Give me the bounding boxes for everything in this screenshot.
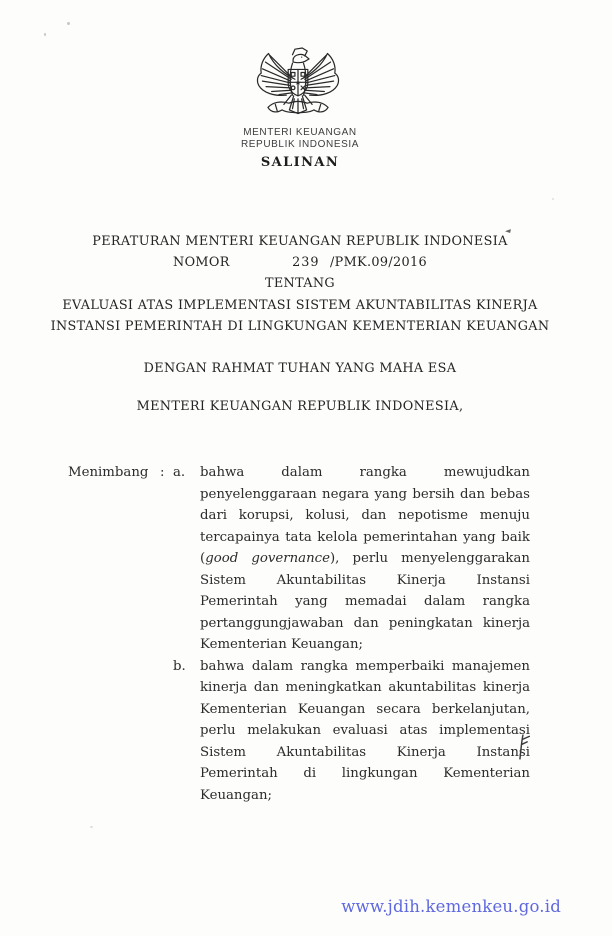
scan-speck	[90, 826, 93, 828]
scan-speck	[552, 198, 554, 200]
consideration-item-b: bahwa dalam rangka memperbaiki manajemen kinerja dan meningkatkan akuntabilitas kinerja Kementerian Keuangan secara berkelanjutan, perlu melakukan evaluasi atas implementasi Sistem Akuntabilitas Kinerja Instansi Pemerintah di lingkungan Kementerian Keuangan;	[200, 658, 530, 803]
scan-speck	[67, 22, 70, 25]
regulation-title-line: PERATURAN MENTERI KEUANGAN REPUBLIK INDONESIA	[92, 234, 508, 249]
spacer	[160, 656, 173, 807]
considerations-label: Menimbang	[68, 465, 149, 480]
item-a-text-after: ), perlu menyelenggarakan Sistem Akuntabilitas Kinerja Instansi Pemerintah yang memadai dalam rangka pertanggungjawaban dan peningkatan kinerja Kementerian Keuangan;	[200, 551, 530, 652]
regulation-title-block	[3, 231, 597, 337]
scan-speck	[44, 33, 46, 36]
tentang-label: TENTANG	[264, 276, 336, 292]
consideration-item-a	[200, 462, 530, 656]
paraf-icon	[514, 733, 531, 761]
nomor-label: NOMOR	[173, 255, 230, 271]
ministry-name-line2: REPUBLIK INDONESIA	[240, 138, 360, 150]
handwritten-paraf-mark	[514, 733, 531, 761]
regulation-number-line	[3, 252, 597, 273]
nomor-suffix: /PMK.09/2016	[329, 255, 427, 271]
nomor-number: 239	[292, 255, 320, 271]
issuer-line: MENTERI KEUANGAN REPUBLIK INDONESIA,	[136, 399, 464, 414]
item-a-text: bahwa dalam rangka mewujudkan penyelenggaraan negara yang bersih dan bebas dari korupsi, kolusi, dan nepotisme menuju tercapainya tata kelola pemerintahan yang baik (	[200, 465, 530, 566]
considerations-section	[68, 462, 530, 806]
item-marker-b: b.	[173, 658, 186, 674]
garuda-pancasila-emblem	[252, 45, 344, 127]
copy-stamp: SALINAN	[260, 155, 340, 170]
invocation-line: DENGAN RAHMAT TUHAN YANG MAHA ESA	[143, 361, 457, 376]
considerations-colon: :	[160, 465, 165, 480]
ministry-name-line1: MENTERI KEUANGAN	[243, 127, 357, 138]
item-a-italic-phrase: good governance	[205, 551, 330, 566]
subject-line1: EVALUASI ATAS IMPLEMENTASI SISTEM AKUNTABILITAS KINERJA	[62, 297, 538, 313]
jdih-watermark: www.jdih.kemenkeu.go.id	[341, 897, 561, 916]
letterhead-caption	[3, 127, 597, 150]
spacer	[68, 656, 160, 807]
subject-line2: INSTANSI PEMERINTAH DI LINGKUNGAN KEMENTERIAN KEUANGAN	[50, 318, 550, 334]
item-marker-a: a.	[173, 465, 186, 480]
garuda-pancasila-icon	[252, 45, 344, 127]
